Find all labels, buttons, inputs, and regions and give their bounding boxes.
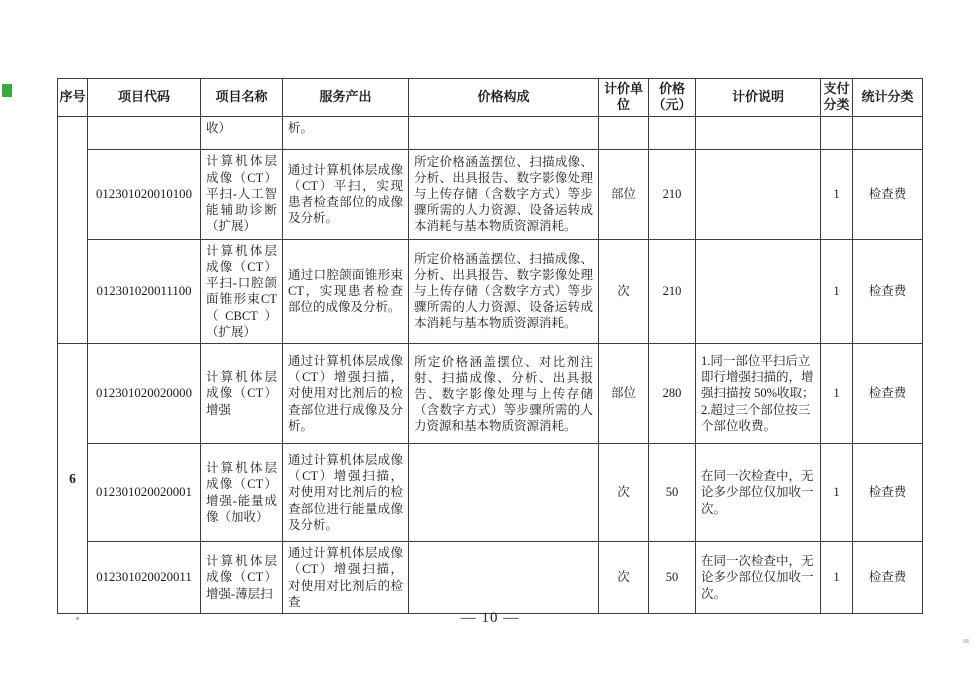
- cell-item-name: 计算机体层成像（CT）增强-能量成像（加收）: [201, 444, 283, 542]
- cell-price: 280: [649, 344, 696, 444]
- cell-service-output: 通过计算机体层成像（CT）增强扫描，对使用对比剂后的检查部位进行能量成像及分析。: [283, 444, 409, 542]
- cell-price-composition: 所定价格涵盖摆位、对比剂注射、扫描成像、分析、出具报告、数字影像处理与上传存储（含数字方式）等步骤所需的人力资源和基本物质资源消耗。: [409, 344, 599, 444]
- cell-price-composition: [409, 542, 599, 614]
- cell-price-composition: 所定价格涵盖摆位、扫描成像、分析、出具报告、数字影像处理与上传存储（含数字方式）等步骤所需的人力资源、设备运转成本消耗与基本物质资源消耗。: [409, 239, 599, 344]
- table-row: [58, 344, 923, 444]
- cell-pricing-unit: 次: [599, 239, 649, 344]
- price-table: [57, 78, 923, 614]
- col-header-price-yuan: 价格（元）: [649, 79, 696, 117]
- cell-pricing-note: [696, 116, 821, 149]
- cell-pay-class: 1: [821, 542, 853, 614]
- cell-pricing-unit: 部位: [599, 344, 649, 444]
- cell-item-name: 收）: [201, 116, 283, 149]
- cell-price: 50: [649, 444, 696, 542]
- cell-pricing-note: 1.同一部位平扫后立即行增强扫描的，增强扫描按 50%收取；2.超过三个部位按三个部位收费。: [696, 344, 821, 444]
- scan-speck: [963, 639, 969, 643]
- cell-item-name: 计算机体层成像（CT）平扫-人工智能辅助诊断（扩展）: [201, 149, 283, 239]
- cell-pay-class: 1: [821, 149, 853, 239]
- cell-item-code: 012301020020011: [88, 542, 201, 614]
- cell-serial-group-5: [58, 116, 88, 344]
- table-row: [58, 444, 923, 542]
- cell-pay-class: [821, 116, 853, 149]
- cell-service-output: 通过计算机体层成像（CT）增强扫描，对使用对比剂后的检查: [283, 542, 409, 614]
- cell-pricing-note: [696, 149, 821, 239]
- cell-pricing-note: [696, 239, 821, 344]
- col-header-service-output: 服务产出: [283, 79, 409, 117]
- cell-pricing-note: 在同一次检查中，无论多少部位仅加收一次。: [696, 542, 821, 614]
- col-header-pricing-unit: 计价单位: [599, 79, 649, 117]
- cell-price: 50: [649, 542, 696, 614]
- cell-item-code: 012301020010100: [88, 149, 201, 239]
- cell-price-composition: [409, 116, 599, 149]
- col-header-pay-class: 支付分类: [821, 79, 853, 117]
- table-row-continuation: [58, 116, 923, 149]
- table-row: [58, 149, 923, 239]
- cell-pricing-unit: 部位: [599, 149, 649, 239]
- col-header-pricing-note: 计价说明: [696, 79, 821, 117]
- cell-service-output: 析。: [283, 116, 409, 149]
- cell-pay-class: 1: [821, 444, 853, 542]
- cell-stat-class: 检查费: [853, 344, 923, 444]
- cell-service-output: 通过口腔颌面锥形束CT，实现患者检查部位的成像及分析。: [283, 239, 409, 344]
- cell-price: 210: [649, 239, 696, 344]
- cell-pay-class: 1: [821, 239, 853, 344]
- cell-pay-class: 1: [821, 344, 853, 444]
- cell-item-name: 计算机体层成像（CT）增强: [201, 344, 283, 444]
- col-header-serial: 序号: [58, 79, 88, 117]
- green-scan-marker: [2, 84, 12, 97]
- cell-item-code: [88, 116, 201, 149]
- cell-service-output: 通过计算机体层成像（CT）增强扫描，对使用对比剂后的检查部位进行成像及分析。: [283, 344, 409, 444]
- cell-pricing-unit: 次: [599, 542, 649, 614]
- col-header-price-composition: 价格构成: [409, 79, 599, 117]
- cell-item-code: 012301020020000: [88, 344, 201, 444]
- cell-item-name: 计算机体层成像（CT）增强-薄层扫: [201, 542, 283, 614]
- cell-stat-class: 检查费: [853, 239, 923, 344]
- cell-price: 210: [649, 149, 696, 239]
- cell-stat-class: 检查费: [853, 149, 923, 239]
- cell-price: [649, 116, 696, 149]
- cell-stat-class: [853, 116, 923, 149]
- cell-pricing-unit: [599, 116, 649, 149]
- cell-pricing-note: 在同一次检查中，无论多少部位仅加收一次。: [696, 444, 821, 542]
- cell-item-name: 计算机体层成像（CT）平扫-口腔颌面锥形束CT（CBCT）（扩展）: [201, 239, 283, 344]
- cell-pricing-unit: 次: [599, 444, 649, 542]
- col-header-stat-class: 统计分类: [853, 79, 923, 117]
- col-header-item-name: 项目名称: [201, 79, 283, 117]
- cell-stat-class: 检查费: [853, 542, 923, 614]
- cell-price-composition: 所定价格涵盖摆位、扫描成像、分析、出具报告、数字影像处理与上传存储（含数字方式）等步骤所需的人力资源、设备运转成本消耗与基本物质资源消耗。: [409, 149, 599, 239]
- cell-serial-group-6: 6: [58, 344, 88, 614]
- page-number: — 10 —: [460, 610, 520, 626]
- table-row-truncated: [58, 542, 923, 614]
- cell-service-output: 通过计算机体层成像（CT）平扫，实现患者检查部位的成像及分析。: [283, 149, 409, 239]
- table-row: [58, 239, 923, 344]
- cell-item-code: 012301020020001: [88, 444, 201, 542]
- cell-stat-class: 检查费: [853, 444, 923, 542]
- cell-item-code: 012301020011100: [88, 239, 201, 344]
- col-header-item-code: 项目代码: [88, 79, 201, 117]
- header-row: [58, 79, 923, 117]
- cell-price-composition: [409, 444, 599, 542]
